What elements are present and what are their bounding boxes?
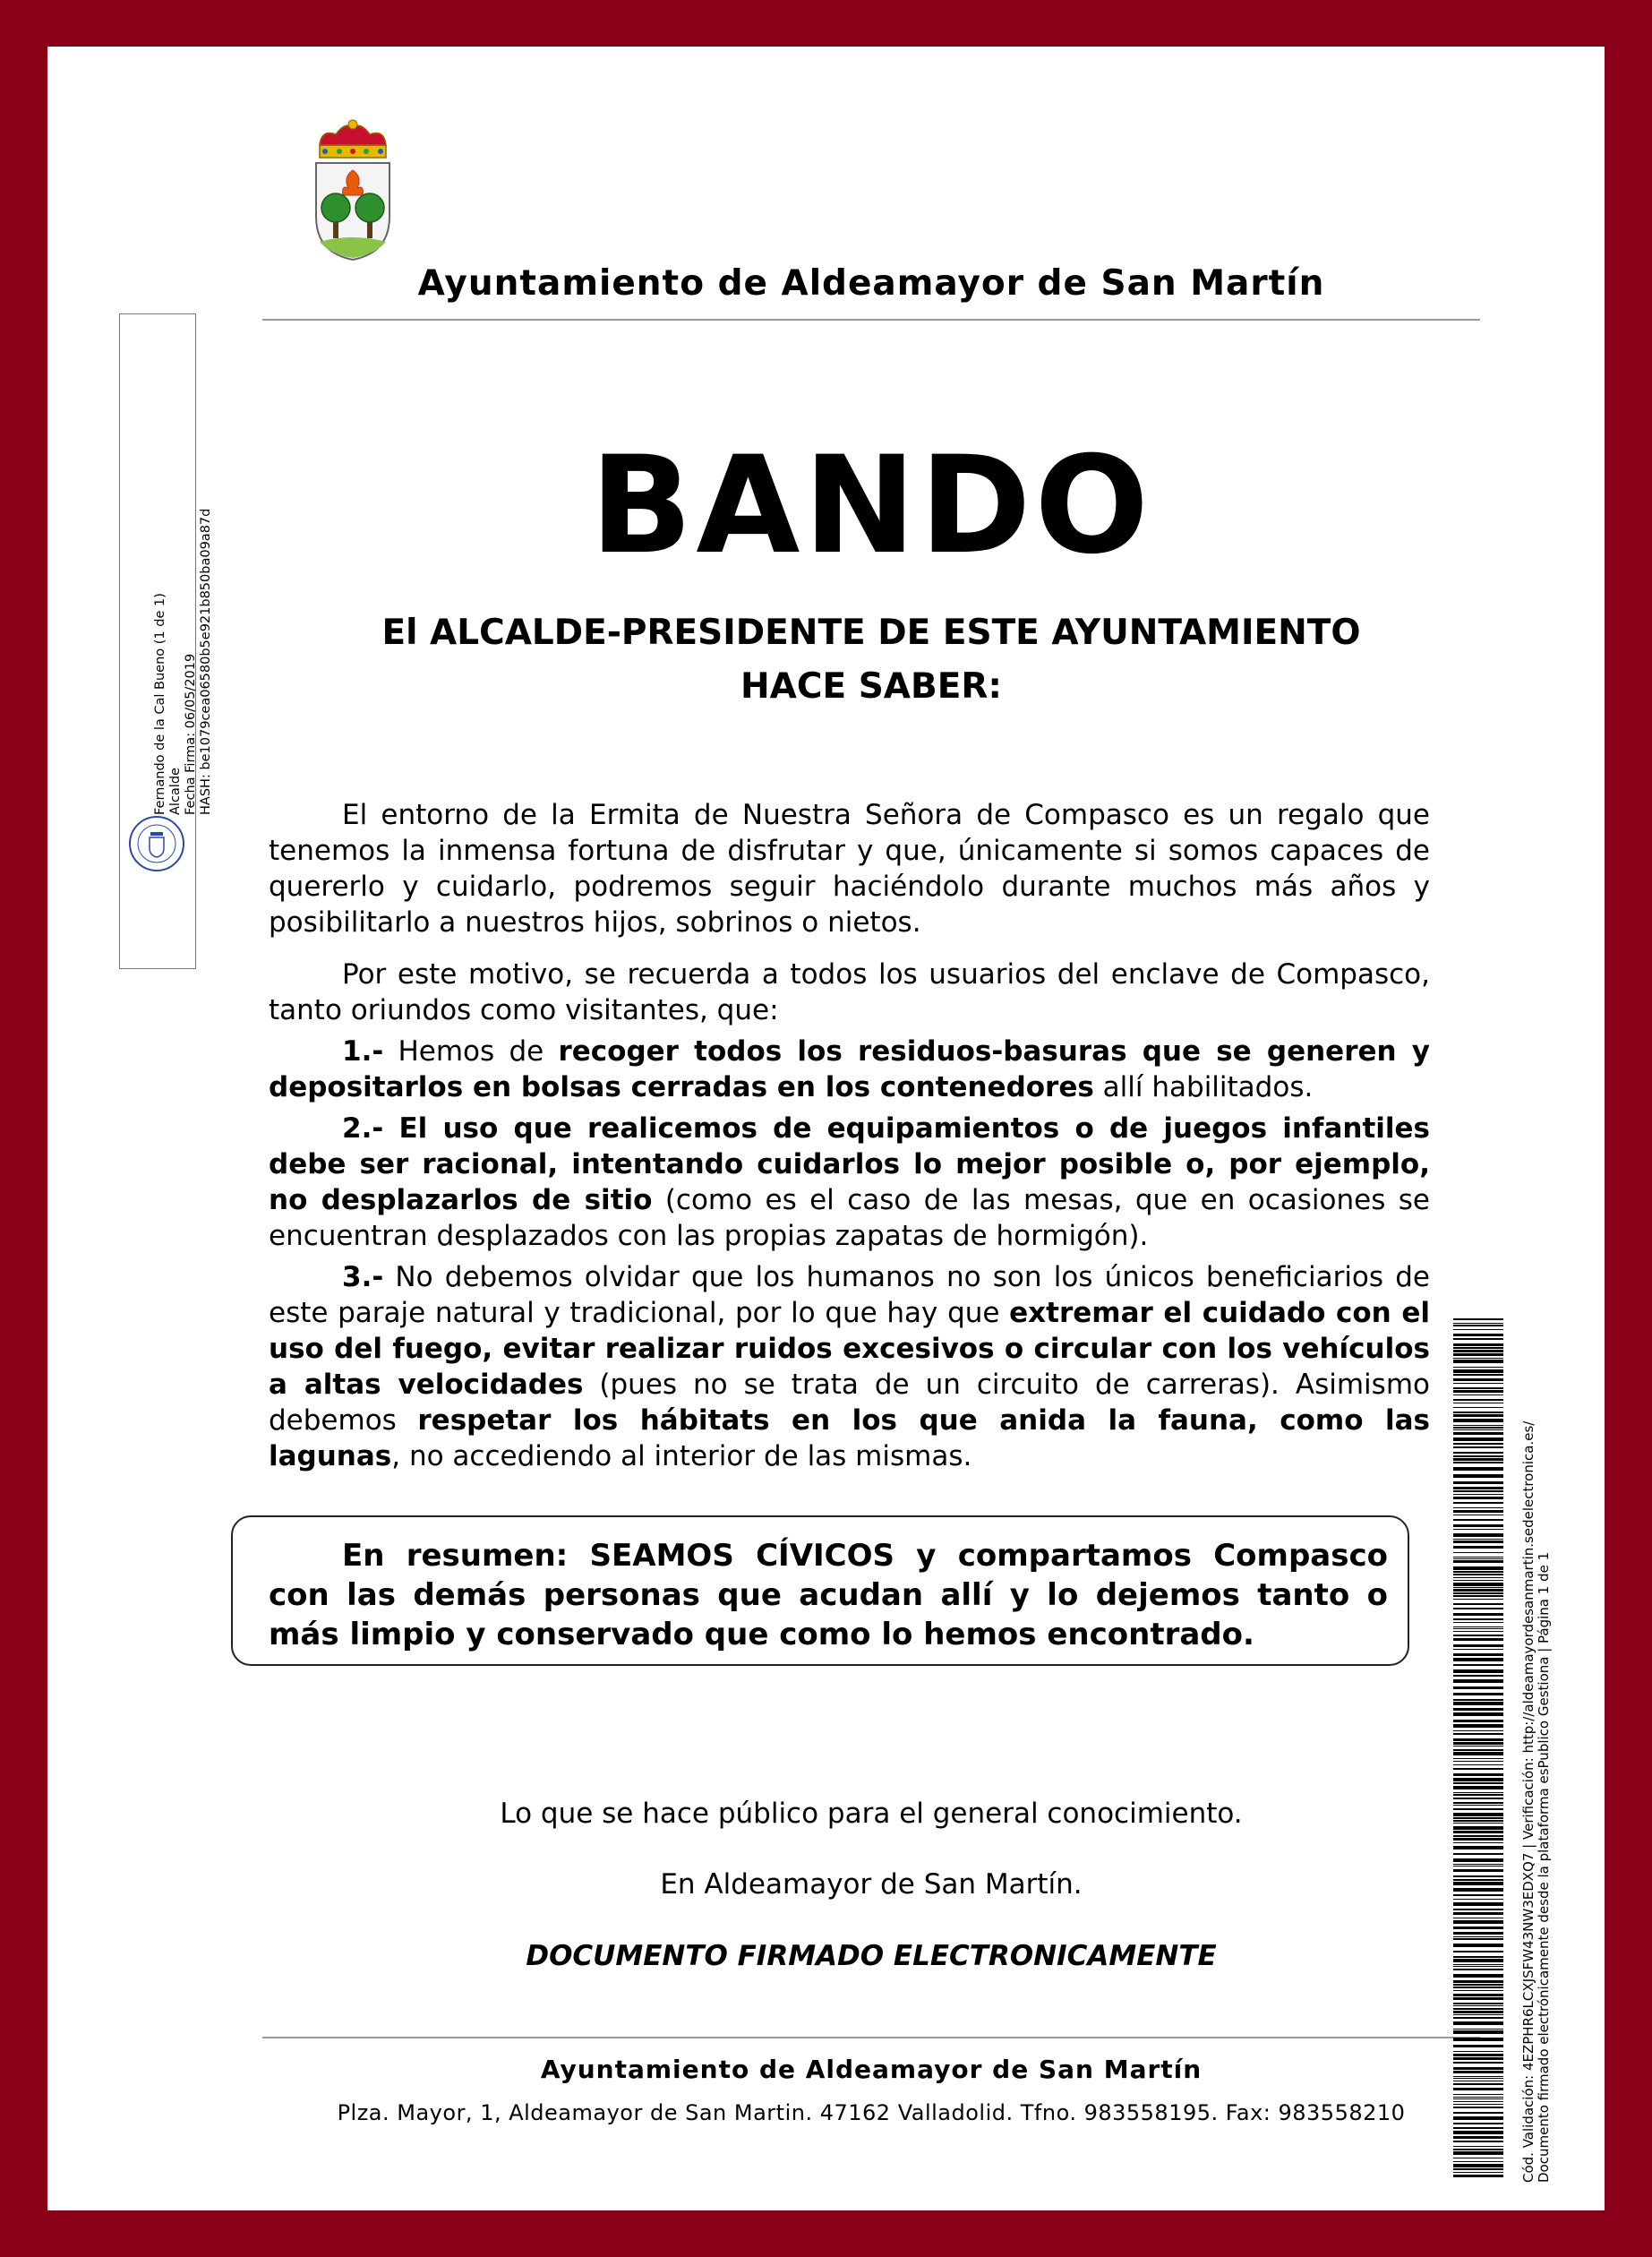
barcode-bar <box>1453 1524 1503 1527</box>
signed-electronically: DOCUMENTO FIRMADO ELECTRONICAMENTE <box>526 1940 1217 1972</box>
barcode-bar <box>1453 1490 1503 1492</box>
barcode-bar <box>1453 2151 1503 2155</box>
barcode-bar <box>1453 1497 1503 1499</box>
barcode-bar <box>1453 2005 1503 2006</box>
notice-body <box>269 797 1430 1480</box>
barcode-bar <box>1453 1764 1503 1765</box>
barcode-bar <box>1453 2029 1503 2030</box>
barcode-bar <box>1453 1798 1503 1799</box>
barcode-bar <box>1453 1805 1503 1806</box>
barcode-bar <box>1453 2175 1503 2177</box>
barcode-bar <box>1453 1507 1503 1508</box>
barcode-bar <box>1453 2168 1503 2170</box>
barcode-bar <box>1453 1927 1503 1929</box>
barcode-bar <box>1453 1577 1503 1578</box>
barcode-bar <box>1453 2057 1503 2060</box>
barcode-bar <box>1453 1369 1503 1373</box>
barcode-bar <box>1453 1669 1503 1673</box>
barcode-bar <box>1453 1932 1503 1935</box>
item-2-number: 2.- <box>342 1112 384 1145</box>
barcode-bar <box>1453 2141 1503 2142</box>
verification-text <box>1521 1197 1552 2183</box>
barcode-bar <box>1453 1494 1503 1495</box>
barcode-bar <box>1453 1808 1503 1810</box>
item-1-number: 1.- <box>342 1035 384 1068</box>
barcode-bar <box>1453 2172 1503 2173</box>
barcode-bar <box>1453 2051 1503 2052</box>
barcode-bar <box>1453 1708 1503 1711</box>
barcode-bar <box>1453 1902 1503 1906</box>
barcode-bar <box>1453 1519 1503 1521</box>
barcode-bar <box>1453 1997 1503 2000</box>
barcode-bar <box>1453 1427 1503 1429</box>
barcode-bar <box>1453 1966 1503 1967</box>
barcode-bar <box>1453 1980 1503 1983</box>
barcode-bar <box>1453 1984 1503 1986</box>
barcode-bar <box>1453 1437 1503 1441</box>
barcode-bar <box>1453 2146 1503 2147</box>
barcode-bar <box>1453 1628 1503 1629</box>
barcode-bar <box>1453 1853 1503 1855</box>
barcode-bar <box>1453 1432 1503 1435</box>
barcode-bar <box>1453 1589 1503 1592</box>
barcode-bar <box>1453 1474 1503 1478</box>
barcode-bar <box>1453 1653 1503 1656</box>
item-3-tail: , no accediendo al interior de las mismas. <box>391 1440 972 1472</box>
barcode-bar <box>1453 1866 1503 1867</box>
barcode-bar <box>1453 1882 1503 1885</box>
barcode-bar <box>1453 1699 1503 1701</box>
barcode-bar <box>1453 1894 1503 1896</box>
barcode-bar <box>1453 1383 1503 1384</box>
barcode-bar <box>1453 1378 1503 1381</box>
signature-text <box>153 188 214 815</box>
barcode-bar <box>1453 1987 1503 1988</box>
item-3-bold-1: extremar el cuidado con el uso del fuego, evitar realizar ruidos excesivos o circular con los vehículos a altas velocidades <box>269 1297 1430 1401</box>
barcode-bar <box>1453 1622 1503 1623</box>
barcode-bar <box>1453 1846 1503 1849</box>
barcode-bar <box>1453 1912 1503 1915</box>
barcode-bar <box>1453 1742 1503 1745</box>
barcode-bar <box>1453 1724 1503 1728</box>
summary-text: En resumen: SEAMOS CÍVICOS y compartamos Compasco con las demás personas que acudan allí y lo dejemos tanto o más limpio y conservado que como lo hemos encontrado. <box>269 1538 1388 1652</box>
barcode-bar <box>1453 2030 1503 2034</box>
barcode-bar <box>1453 1608 1503 1609</box>
barcode-bar <box>1453 1969 1503 1970</box>
barcode-bar <box>1453 1443 1503 1445</box>
barcode-bar <box>1453 1752 1503 1755</box>
barcode-bar <box>1453 1635 1503 1636</box>
barcode-bar <box>1453 1387 1503 1389</box>
barcode-bar <box>1453 1782 1503 1784</box>
barcode-bar <box>1453 2014 1503 2015</box>
barcode-bar <box>1453 1813 1503 1816</box>
barcode-bar <box>1453 1455 1503 1457</box>
barcode-bar <box>1453 2098 1503 2099</box>
barcode-bar <box>1453 1343 1503 1346</box>
barcode-bar <box>1453 1399 1503 1401</box>
barcode-bar <box>1453 1778 1503 1781</box>
barcode-bar <box>1453 1580 1503 1581</box>
barcode-bar <box>1453 1358 1503 1359</box>
barcode-bar <box>1453 2112 1503 2114</box>
barcode-bar <box>1453 1631 1503 1632</box>
barcode-bar <box>1453 1838 1503 1841</box>
item-1-intro: Hemos de <box>383 1035 559 1068</box>
barcode-bar <box>1453 1560 1503 1563</box>
paragraph-reminder: Por este motivo, se recuerda a todos los usuarios del enclave de Compasco, tanto oriundos como visitantes, que: <box>269 958 1430 1026</box>
barcode-bar <box>1453 1658 1503 1661</box>
barcode-bar <box>1453 1712 1503 1716</box>
barcode-bar <box>1453 2131 1503 2134</box>
footer-address: Plza. Mayor, 1, Aldeamayor de San Martin. 47162 Valladolid. Tfno. 983558195. Fax: 983558210 <box>337 2100 1406 2125</box>
barcode-bar <box>1453 1826 1503 1830</box>
barcode-bar <box>1453 1487 1503 1489</box>
barcode-bar <box>1453 2011 1503 2013</box>
barcode-bar <box>1453 1835 1503 1837</box>
item-3-middle: (pues no se trata de un circuito de carreras). Asimismo debemos <box>269 1369 1430 1437</box>
barcode-bar <box>1453 1817 1503 1819</box>
barcode-bar <box>1453 1664 1503 1666</box>
barcode-bar <box>1453 2071 1503 2073</box>
barcode-bar <box>1453 1990 1503 1991</box>
barcode-bar <box>1453 1367 1503 1368</box>
barcode-bar <box>1453 1899 1503 1900</box>
barcode-bar <box>1453 1452 1503 1454</box>
barcode-bar <box>1453 1390 1503 1393</box>
barcode-bar <box>1453 1936 1503 1937</box>
coat-of-arms-icon <box>304 118 402 262</box>
item-3 <box>269 1259 1430 1474</box>
barcode-bar <box>1453 1407 1503 1408</box>
barcode-bar <box>1453 2107 1503 2108</box>
verification-platform-line: Documento firmado electrónicamente desde la plataforma esPublico Gestiona | Página 1 de 1 <box>1536 1551 1552 2183</box>
barcode-bar <box>1453 2094 1503 2095</box>
barcode-bar <box>1453 1875 1503 1877</box>
barcode-bar <box>1453 1831 1503 1833</box>
barcode-bar <box>1453 1858 1503 1862</box>
barcode-bar <box>1453 2116 1503 2120</box>
barcode-bar <box>1453 1733 1503 1735</box>
item-1-tail: allí habilitados. <box>1093 1071 1314 1103</box>
barcode-bar <box>1453 1350 1503 1352</box>
barcode-bar <box>1453 1329 1503 1330</box>
barcode-bar <box>1453 1571 1503 1573</box>
barcode-bar <box>1453 1956 1503 1958</box>
barcode-bar <box>1453 1583 1503 1586</box>
barcode-bar <box>1453 1412 1503 1413</box>
barcode-bar <box>1453 1529 1503 1530</box>
barcode-bar <box>1453 1414 1503 1417</box>
barcode-bar <box>1453 1864 1503 1865</box>
barcode-bar <box>1453 2021 1503 2025</box>
barcode-bar <box>1453 1429 1503 1430</box>
footer-divider <box>262 2037 1480 2038</box>
barcode-bar <box>1453 1325 1503 1326</box>
barcode-bar <box>1453 1944 1503 1947</box>
item-1-bold: recoger todos los residuos-basuras que se generen y depositarlos en bolsas cerradas en los contenedores <box>269 1035 1430 1103</box>
barcode-bar <box>1453 2127 1503 2129</box>
barcode-bar <box>1453 2136 1503 2139</box>
barcode-bar <box>1453 1595 1503 1597</box>
barcode-bar <box>1453 2161 1503 2162</box>
paragraph-intro: El entorno de la Ermita de Nuestra Señora de Compasco es un regalo que tenemos la inmensa fortuna de disfrutar y que, únicamente si somos capaces de quererlo y cuidarlo, podremos seguir haciéndolo durante muchos más años y posibilitarlo a nuestros hijos, sobrinos o nietos. <box>269 799 1430 939</box>
barcode-bar <box>1453 1820 1503 1822</box>
barcode-bar <box>1453 1675 1503 1677</box>
barcode-bar <box>1453 1693 1503 1695</box>
barcode-bar <box>1453 1638 1503 1641</box>
barcode-bar <box>1453 1823 1503 1824</box>
barcode-bar <box>1453 1794 1503 1796</box>
barcode-bar <box>1453 1626 1503 1627</box>
barcode-bar <box>1453 1738 1503 1741</box>
barcode-bar <box>1453 2104 1503 2105</box>
barcode-bar <box>1453 1686 1503 1689</box>
item-3-bold-2: respetar los hábitats en los que anida la fauna, como las lagunas <box>269 1404 1430 1472</box>
barcode-bar <box>1453 1842 1503 1843</box>
barcode-bar <box>1453 1481 1503 1484</box>
header-divider <box>262 319 1480 321</box>
item-2-bold: El uso que realicemos de equipamientos o de juegos infantiles debe ser racional, intentando cuidarlos lo mejor posible o, por ejemplo, no desplazarlos de sitio <box>269 1112 1430 1216</box>
item-1 <box>269 1034 1430 1105</box>
barcode-bar <box>1453 1587 1503 1588</box>
signature-role: Alcalde <box>168 768 183 815</box>
barcode-bar <box>1453 1720 1503 1722</box>
item-2 <box>269 1111 1430 1254</box>
barcode-bar <box>1453 2045 1503 2047</box>
verification-code-line: Cód. Validación: 4EZPHR6LCXJSFW43NW3EDXQ7 | Verificación: http://aldeamayordesanmartin.sedelectronica.es/ <box>1520 1420 1536 2183</box>
notice-subtitle <box>262 606 1480 714</box>
barcode-bar <box>1453 1879 1503 1881</box>
barcode-bar <box>1453 1360 1503 1363</box>
barcode-bar <box>1453 1592 1503 1594</box>
barcode-bar <box>1453 1792 1503 1793</box>
closing-public-line: Lo que se hace público para el general conocimiento. <box>500 1798 1243 1830</box>
official-seal-icon <box>125 812 188 875</box>
signature-signer: Fernando de la Cal Bueno (1 de 1) <box>153 593 167 815</box>
item-3-intro: No debemos olvidar que los humanos no son los únicos beneficiarios de este paraje natural y tradicional, por lo que hay que <box>269 1261 1430 1329</box>
barcode-bar <box>1453 1603 1503 1605</box>
barcode-bar <box>1453 2164 1503 2167</box>
barcode-bar <box>1453 1618 1503 1620</box>
barcode-bar <box>1453 1557 1503 1558</box>
barcode-bar <box>1453 1644 1503 1647</box>
signature-date: Fecha Firma: 06/05/2019 <box>184 653 198 815</box>
subtitle-line-1: El ALCALDE-PRESIDENTE DE ESTE AYUNTAMIENTO <box>381 613 1361 653</box>
barcode-bar <box>1453 1334 1503 1336</box>
barcode-bar <box>1453 1920 1503 1924</box>
barcode-bar <box>1453 1749 1503 1751</box>
barcode-bar <box>1453 2123 1503 2124</box>
barcode-bar <box>1453 1539 1503 1540</box>
barcode-bar <box>1453 2054 1503 2056</box>
barcode-bar <box>1453 2067 1503 2070</box>
barcode-bar <box>1453 1347 1503 1349</box>
barcode-bar <box>1453 1758 1503 1759</box>
barcode-bar <box>1453 1446 1503 1448</box>
barcode-bar <box>1453 1540 1503 1543</box>
barcode-bar <box>1453 2149 1503 2150</box>
item-3-number: 3.- <box>342 1261 384 1293</box>
barcode-bar <box>1453 1974 1503 1978</box>
barcode-bar <box>1453 1425 1503 1426</box>
barcode-bar <box>1453 1533 1503 1537</box>
barcode-bar <box>1453 1462 1503 1463</box>
barcode-bar <box>1453 1546 1503 1549</box>
barcode-bar <box>1453 1574 1503 1575</box>
barcode-bar <box>1453 2101 1503 2102</box>
barcode-bar <box>1453 1467 1503 1471</box>
barcode-bar <box>1453 1909 1503 1910</box>
barcode-bar <box>1453 1702 1503 1705</box>
barcode-bar <box>1453 1419 1503 1422</box>
barcode-bar <box>1453 1613 1503 1616</box>
barcode-bar <box>1453 1649 1503 1650</box>
barcode-bar <box>1453 1959 1503 1962</box>
item-2-tail: (como es el caso de las mesas, que en ocasiones se encuentran desplazados con las propias zapatas de hormigón). <box>269 1184 1431 1252</box>
barcode-bar <box>1453 1773 1503 1776</box>
barcode-bar <box>1453 1353 1503 1356</box>
barcode-bar <box>1453 2062 1503 2064</box>
barcode-bar <box>1453 1323 1503 1324</box>
header-title: Ayuntamiento de Aldeamayor de San Martín <box>417 263 1325 304</box>
barcode-bar <box>1453 1786 1503 1789</box>
barcode-bar <box>1453 1510 1503 1513</box>
validation-barcode <box>1453 1318 1503 2178</box>
barcode-bar <box>1453 1938 1503 1940</box>
barcode-bar <box>1453 1730 1503 1731</box>
signature-hash: HASH: be1079cea06580b5e921b850ba09a87d <box>199 508 213 815</box>
barcode-bar <box>1453 1869 1503 1872</box>
barcode-bar <box>1453 2017 1503 2019</box>
barcode-bar <box>1453 2008 1503 2010</box>
barcode-bar <box>1453 2078 1503 2079</box>
barcode-bar <box>1453 2088 1503 2090</box>
barcode-bar <box>1453 1338 1503 1340</box>
barcode-bar <box>1453 1318 1503 1320</box>
barcode-bar <box>1453 2038 1503 2041</box>
barcode-bar <box>1453 1761 1503 1762</box>
closing-place-line: En Aldeamayor de San Martín. <box>660 1868 1083 1901</box>
barcode-bar <box>1453 2097 1503 2098</box>
barcode-bar <box>1453 1552 1503 1553</box>
barcode-bar <box>1453 1558 1503 1559</box>
document-page <box>47 47 1605 2210</box>
barcode-bar <box>1453 1951 1503 1952</box>
barcode-bar <box>1453 1679 1503 1683</box>
barcode-bar <box>1453 1599 1503 1600</box>
barcode-bar <box>1453 1994 1503 1996</box>
barcode-bar <box>1453 1502 1503 1504</box>
barcode-bar <box>1453 1374 1503 1376</box>
barcode-bar <box>1453 2076 1503 2077</box>
barcode-bar <box>1453 1802 1503 1804</box>
barcode-bar <box>1453 2083 1503 2085</box>
barcode-bar <box>1453 2003 1503 2004</box>
notice-title: BANDO <box>590 428 1152 584</box>
barcode-bar <box>1453 1768 1503 1770</box>
barcode-bar <box>1453 1458 1503 1461</box>
barcode-bar <box>1453 1888 1503 1892</box>
barcode-bar <box>1453 1964 1503 1965</box>
footer-title: Ayuntamiento de Aldeamayor de San Martín <box>540 2055 1203 2084</box>
barcode-bar <box>1453 1566 1503 1570</box>
subtitle-line-2: HACE SABER: <box>740 666 1002 707</box>
